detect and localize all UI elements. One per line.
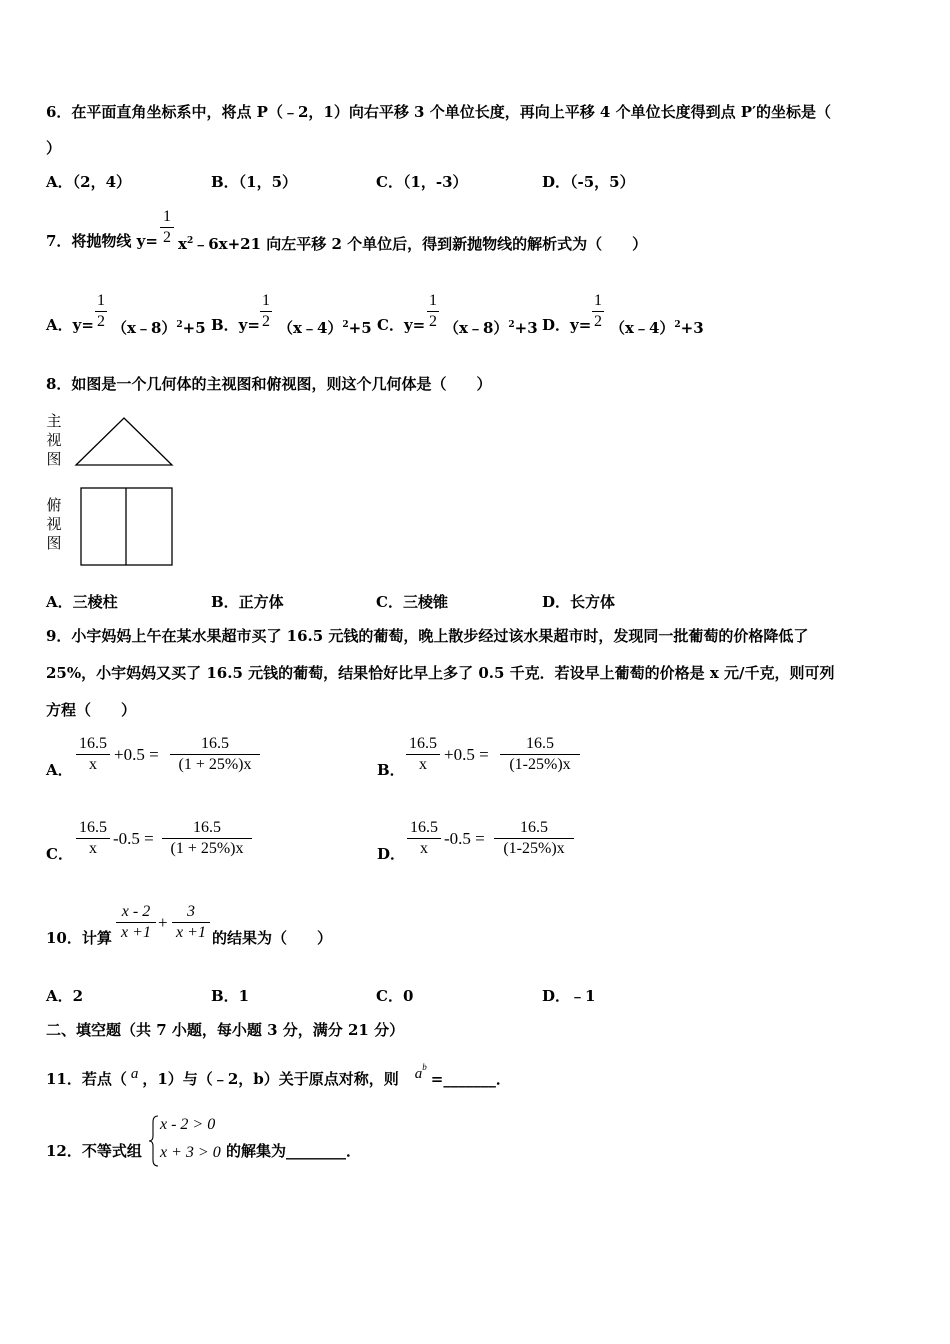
fraction-bar xyxy=(116,922,156,923)
q11-suffix: =_______． xyxy=(430,1070,511,1088)
q9-option-c-frac1 xyxy=(76,819,110,858)
q10-stem-prefix: 10．计算 xyxy=(46,929,112,947)
q10-stem-suffix: 的结果为（ ） xyxy=(212,929,333,947)
frac-den: (1-25%)x xyxy=(503,840,565,857)
frac-den: x xyxy=(420,840,428,857)
tail: （x﹣8） xyxy=(444,319,509,337)
tail: （x﹣4） xyxy=(278,319,343,337)
q7-frac-num: 1 xyxy=(163,208,171,225)
tail2: +5 xyxy=(348,319,372,337)
fraction-bar xyxy=(162,838,252,839)
q6-option-d: D．（-5，5） xyxy=(542,173,635,191)
frac-den: x xyxy=(419,756,427,773)
q6-stem-line1: 6．在平面直角坐标系中，将点 P（﹣2，1）向右平移 3 个单位长度，再向上平移 4 个单位长度得到点 P′的坐标是（ xyxy=(46,103,832,121)
tail2: +3 xyxy=(514,319,538,337)
q7-stem-suffix xyxy=(178,231,647,254)
q9-option-d-op: -0.5 = xyxy=(444,829,485,848)
q8-option-a: A．三棱柱 xyxy=(46,593,118,611)
q11-stem xyxy=(46,1062,511,1091)
frac-num: 16.5 xyxy=(201,735,229,752)
frac-den: 2 xyxy=(97,313,105,330)
frac-num: 16.5 xyxy=(520,819,548,836)
top-view-rectangle xyxy=(79,486,175,568)
q9-option-a-frac1 xyxy=(76,735,110,774)
q12-stem-prefix: 12．不等式组 xyxy=(46,1142,142,1160)
fraction-bar xyxy=(406,754,440,755)
q6-option-b: B．（1，5） xyxy=(211,173,298,191)
q7-option-b-fraction xyxy=(260,292,272,331)
q9-option-b-op: +0.5 = xyxy=(444,745,489,764)
exp: 2 xyxy=(508,320,515,330)
q8-stem: 8．如图是一个几何体的主视图和俯视图，则这个几何体是（ ） xyxy=(46,375,492,393)
fraction-bar xyxy=(76,838,110,839)
fraction-bar xyxy=(494,838,574,839)
frac-num: 1 xyxy=(429,292,437,309)
exp: 2 xyxy=(674,320,681,330)
frac-den: (1-25%)x xyxy=(509,756,571,773)
tail2: +3 xyxy=(680,319,704,337)
frac-num: 16.5 xyxy=(79,819,107,836)
q12-row1: x - 2 > 0 xyxy=(160,1116,216,1133)
fraction-bar xyxy=(160,227,174,228)
q11-base: a xyxy=(414,1066,423,1082)
fraction-bar xyxy=(95,311,107,312)
top-view-label xyxy=(45,496,63,553)
label-char: 图 xyxy=(46,450,62,468)
q9-option-a-label: A． xyxy=(46,761,73,779)
q7-option-b-label: B．y= xyxy=(211,316,260,334)
q11-exp: b xyxy=(422,1062,427,1072)
q7-option-b-tail xyxy=(278,315,372,338)
label-char: 图 xyxy=(46,534,62,552)
q8-option-b: B．正方体 xyxy=(211,593,284,611)
q11-prefix: 11．若点（ xyxy=(46,1070,127,1088)
q8-option-d: D．长方体 xyxy=(542,593,616,611)
q10-plus: + xyxy=(158,913,168,932)
q8-option-c: C．三棱锥 xyxy=(376,593,448,611)
frac-num: 16.5 xyxy=(193,819,221,836)
frac-num: 3 xyxy=(187,903,195,920)
frac-den: (1 + 25%)x xyxy=(178,756,252,773)
q7-x: x xyxy=(178,235,187,253)
q7-stem-prefix: 7．将抛物线 y= xyxy=(46,232,158,250)
q7-option-a-label: A．y= xyxy=(46,316,94,334)
q9-option-b-label: B． xyxy=(377,761,405,779)
q7-option-d-label: D．y= xyxy=(542,316,592,334)
fraction-bar xyxy=(427,311,439,312)
frac-num: 1 xyxy=(262,292,270,309)
q9-option-d-frac1 xyxy=(407,819,441,858)
q7-option-c-tail xyxy=(444,315,538,338)
fraction-bar xyxy=(592,311,604,312)
frac-den: x xyxy=(89,756,97,773)
frac-num: 1 xyxy=(594,292,602,309)
tail: （x﹣4） xyxy=(610,319,675,337)
frac-num: 16.5 xyxy=(526,735,554,752)
label-char: 视 xyxy=(46,431,62,449)
exp: 2 xyxy=(176,320,183,330)
system-brace xyxy=(148,1114,160,1168)
q9-option-c-op: -0.5 = xyxy=(113,829,154,848)
q7-option-c-label: C．y= xyxy=(377,316,426,334)
frac-num: 16.5 xyxy=(410,819,438,836)
frac-den: 2 xyxy=(429,313,437,330)
label-char: 视 xyxy=(46,515,62,533)
q6-option-a: A．（2，4） xyxy=(46,173,132,191)
q7-option-a-tail xyxy=(112,315,206,338)
q9-stem-line3: 方程（ ） xyxy=(46,701,137,719)
q7-suffix-text: ﹣6x+21 向左平移 2 个单位后，得到新抛物线的解析式为（ ） xyxy=(193,235,648,253)
tail: （x﹣8） xyxy=(112,319,177,337)
q9-option-a-op: +0.5 = xyxy=(114,745,159,764)
q6-stem-line2: ） xyxy=(46,139,62,157)
q9-option-d-frac2 xyxy=(494,819,574,858)
q7-option-d-tail xyxy=(610,315,704,338)
q9-stem-line1: 9．小宇妈妈上午在某水果超市买了 16.5 元钱的葡萄，晚上散步经过该水果超市时，发现同一批葡萄的价格降低了 xyxy=(46,627,809,645)
frac-num: 1 xyxy=(97,292,105,309)
frac-num: 16.5 xyxy=(409,735,437,752)
q9-option-b-frac1 xyxy=(406,735,440,774)
q10-option-c: C．0 xyxy=(376,987,414,1005)
exp: 2 xyxy=(342,320,349,330)
q12-stem-suffix: 的解集为________． xyxy=(226,1142,362,1160)
frac-den: 2 xyxy=(262,313,270,330)
q9-option-d-label: D． xyxy=(377,845,406,863)
frac-den: x xyxy=(89,840,97,857)
q10-option-d: D．﹣1 xyxy=(542,987,596,1005)
fraction-bar xyxy=(500,754,580,755)
q9-option-a-frac2 xyxy=(170,735,260,774)
front-view-label xyxy=(45,412,63,469)
q7-option-d-fraction xyxy=(592,292,604,331)
q11-a: a xyxy=(130,1066,139,1082)
label-char: 俯 xyxy=(46,496,62,514)
q12-row2: x + 3 > 0 xyxy=(160,1144,221,1161)
section-2-title: 二、填空题（共 7 小题，每小题 3 分，满分 21 分） xyxy=(46,1021,405,1039)
q6-option-c: C．（1，-3） xyxy=(376,173,468,191)
fraction-bar xyxy=(172,922,210,923)
front-view-triangle xyxy=(74,414,176,470)
q9-option-c-label: C． xyxy=(46,845,73,863)
frac-den: (1 + 25%)x xyxy=(170,840,244,857)
frac-den: 2 xyxy=(594,313,602,330)
frac-num: x - 2 xyxy=(121,903,151,920)
fraction-bar xyxy=(260,311,272,312)
q9-option-c-frac2 xyxy=(162,819,252,858)
q10-frac1 xyxy=(116,903,156,942)
fraction-bar xyxy=(170,754,260,755)
q7-option-c-fraction xyxy=(427,292,439,331)
frac-num: 16.5 xyxy=(79,735,107,752)
frac-den: x +1 xyxy=(121,924,151,941)
q7-option-a-fraction xyxy=(95,292,107,331)
q7-exp: 2 xyxy=(186,236,194,246)
label-char: 主 xyxy=(46,412,62,430)
fraction-bar xyxy=(76,754,110,755)
frac-den: x +1 xyxy=(176,924,206,941)
fraction-bar xyxy=(407,838,441,839)
tail2: +5 xyxy=(182,319,206,337)
q10-frac2 xyxy=(172,903,210,942)
q11-mid: ，1）与（﹣2，b）关于原点对称，则 xyxy=(142,1070,399,1088)
q7-frac-den: 2 xyxy=(163,229,171,246)
q9-stem-line2: 25%，小宇妈妈又买了 16.5 元钱的葡萄，结果恰好比早上多了 0.5 千克．若设早上葡萄的价格是 x 元/千克，则可列 xyxy=(46,664,835,682)
q10-option-a: A．2 xyxy=(46,987,84,1005)
q10-option-b: B．1 xyxy=(211,987,250,1005)
q7-half-fraction xyxy=(160,208,174,247)
q9-option-b-frac2 xyxy=(500,735,580,774)
